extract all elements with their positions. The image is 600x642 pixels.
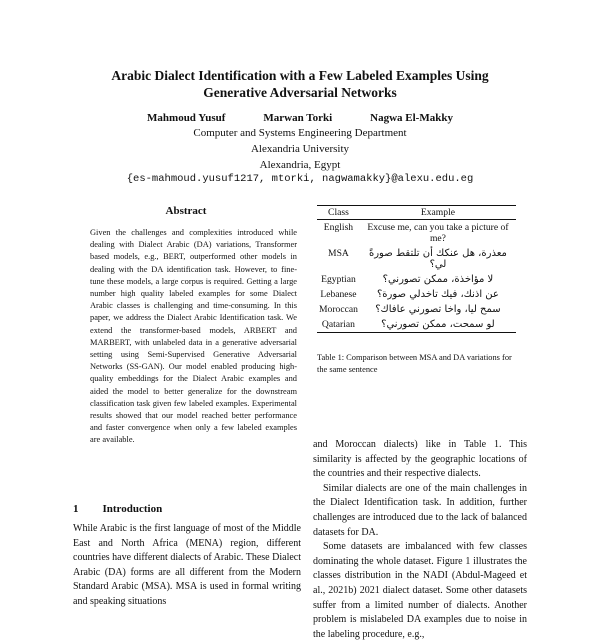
table-row <box>317 246 516 272</box>
row-example: معذرة، هل عنكك أن تلتقط صورةً لي؟ <box>368 248 507 270</box>
row-class: Egyptian <box>321 274 356 285</box>
affiliation <box>60 125 540 173</box>
affiliation-location: Alexandria, Egypt <box>259 159 341 171</box>
table-row <box>317 287 516 302</box>
row-example: عن اذنك، فيك تاخدلي صورة؟ <box>377 289 499 300</box>
author-2: Marwan Torki <box>263 112 333 124</box>
title-line-2: Generative Adversarial Networks <box>203 85 397 100</box>
intro-paragraph: While Arabic is the first language of most of the Middle East and North Africa (MENA) region, different countries have different dialects of Arabic. These Dialect Arabic (DA) forms are all different from the Modern Standard Arabic (MSA). MSA is used in formal writing and speaking situations <box>73 523 301 607</box>
author-3: Nagwa El-Makky <box>370 112 453 124</box>
row-example: لو سمحت، ممكن تصورني؟ <box>360 317 516 333</box>
table-row <box>317 220 516 247</box>
row-example: لا مؤاخذة، ممكن تصورني؟ <box>382 274 494 285</box>
table-header-example: Example <box>360 206 516 220</box>
row-example: سمح ليا، واخا تصورني عافاك؟ <box>375 304 501 315</box>
table-row <box>317 302 516 317</box>
author-emails: {es-mahmoud.yusuf1217, mtorki, nagwamakky}@alexu.edu.eg <box>126 173 474 185</box>
row-class: English <box>323 222 354 233</box>
right-column <box>313 205 523 376</box>
paragraph: Similar dialects are one of the main challenges in the Dialect Identification task. In addition, further challenges are introduced due to the lack of balanced datasets for DA. <box>313 482 527 538</box>
paragraph: Some datasets are imbalanced with few classes dominating the whole dataset. Figure 1 illustrates the classes distribution in the NADI (Abdul-Mageed et al., 2021b) 2021 dialect dataset. Some other datasets suffer from a limited number of dialects. Another problem is mislabeled DA examples due to noise in the labeling procedure, e.g., <box>313 541 527 640</box>
author-1: Mahmoud Yusuf <box>147 112 226 124</box>
row-class: Lebanese <box>320 289 357 300</box>
table-row <box>317 317 516 333</box>
paper-title <box>60 67 540 101</box>
dialect-comparison-table <box>317 205 516 333</box>
author-list <box>60 112 540 124</box>
paragraph: and Moroccan dialects) like in Table 1. This similarity is affected by the geographic locations of the countries and their respective dialects. <box>313 439 527 480</box>
row-class: Qatarian <box>317 317 360 333</box>
row-class: Moroccan <box>319 304 358 315</box>
abstract-heading: Abstract <box>165 205 207 217</box>
table-header-class: Class <box>317 206 360 220</box>
table-row <box>317 272 516 287</box>
right-column-text <box>313 438 527 642</box>
affiliation-university: Alexandria University <box>250 143 350 155</box>
table-caption: Table 1: Comparison between MSA and DA variations for the same sentence <box>317 353 512 374</box>
affiliation-department: Computer and Systems Engineering Department <box>193 127 407 139</box>
table-header-row <box>317 206 516 220</box>
title-line-1: Arabic Dialect Identification with a Few Labeled Examples Using <box>111 68 489 83</box>
intro-heading <box>73 503 162 515</box>
intro-section-number: 1 <box>73 503 79 515</box>
abstract-text: Given the challenges and complexities introduced while dealing with Dialect Arabic (DA) variations, Transformer based models, e.g., BERT, outperformed other models in dealing with the DA identification task. However, to fine-tune these models, a large corpus is required. Getting a large number high quality labeled examples for some Dialect Arabic classes is challenging and time-consuming. In this paper, we address the Dialect Arabic Identification task. We extend the transformer-based models, ARBERT and MARBERT, with unlabeled data in a generative adversarial setting using Semi-Supervised Generative Adversarial Networks (SS-GAN). Our model enabled producing high-quality embeddings for the Dialect Arabic examples and aided the model to better generalize for the downstream classification task given few labeled examples. Experimental results showed that our model reached better performance and faster convergence when only a few labeled examples are available. <box>90 228 297 445</box>
left-column <box>73 205 299 447</box>
row-example: Excuse me, can you take a picture of me? <box>367 222 509 244</box>
row-class: MSA <box>328 248 349 259</box>
intro-section-title: Introduction <box>102 503 163 515</box>
